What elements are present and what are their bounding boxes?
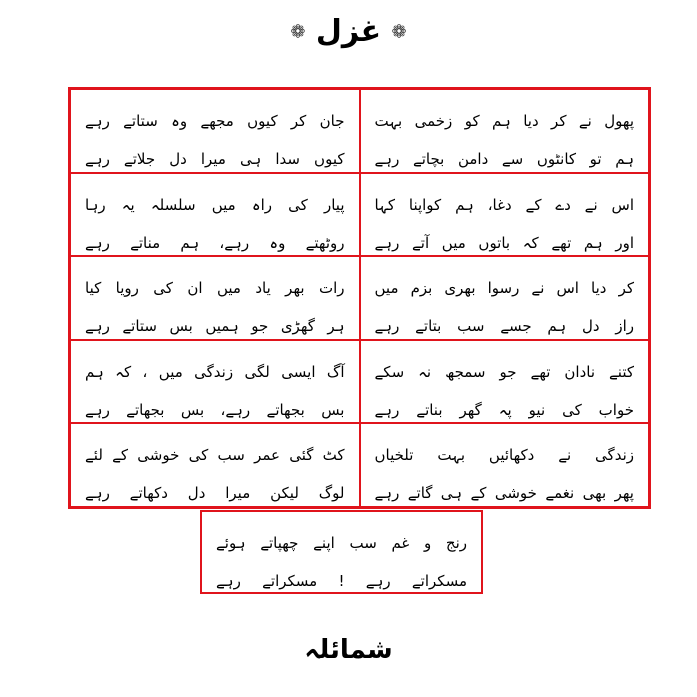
stanza-5-right [70, 423, 360, 507]
final-couplet [200, 510, 483, 594]
stanza-1-left [360, 89, 650, 173]
verse-line: خواب کی نیو پہ گھر بناتے رہے [374, 400, 634, 419]
stanza-2-right [70, 173, 360, 257]
verse-line: رنج و غم سب اپنے چھپاتے ہوئے [216, 534, 467, 552]
title-text: غزل [315, 14, 382, 49]
stanza-4-right [70, 340, 360, 424]
verse-line: آگ ایسی لگی زندگی میں ، کہ ہم [85, 362, 345, 381]
verse-line: کر دیا اس نے رسوا بھری بزم میں [374, 279, 634, 298]
stanza-1-right [70, 89, 360, 173]
verse-line: روٹھتے وہ رہے، ہم مناتے رہے [85, 233, 345, 252]
left-ornament-icon: ❁ [391, 21, 407, 43]
verse-line: جان کر کیوں مجھے وہ ستاتے رہے [85, 112, 345, 130]
verse-line: کٹ گئی عمر سب کی خوشی کے لئے [85, 446, 345, 465]
verse-line: پیار کی راہ میں سلسلہ یہ رہا [85, 195, 345, 214]
verse-line: اس نے دے کے دغا، ہم کواپنا کہا [374, 195, 634, 214]
stanza-grid [68, 87, 651, 509]
stanza-4-left [360, 340, 650, 424]
stanza-5-left [360, 423, 650, 507]
verse-line: کیوں سدا ہی میرا دل جلاتے رہے [85, 150, 345, 168]
verse-line: پھر بھی نغمے خوشی کے ہی گاتے رہے [374, 484, 634, 503]
verse-line: راز دل ہم جسے سب بتاتے رہے [374, 317, 634, 336]
stanza-3-right [70, 256, 360, 340]
verse-line: بس بجھاتے رہے، بس بجھاتے رہے [85, 400, 345, 419]
page-title [0, 12, 697, 53]
right-ornament-icon: ❁ [290, 21, 306, 43]
verse-line: کتنے نادان تھے جو سمجھ نہ سکے [374, 362, 634, 381]
verse-line: زندگی نے دکھائیں بہت تلخیاں [374, 446, 634, 465]
verse-line: ہر گھڑی جو ہمیں بس ستاتے رہے [85, 317, 345, 336]
poet-name: شمائلہ [304, 635, 393, 665]
verse-line: پھول نے کر دیا ہم کو زخمی بہت [374, 112, 634, 130]
verse-line: ہم تو کانٹوں سے دامن بچاتے رہے [374, 150, 634, 168]
stanza-3-left [360, 256, 650, 340]
verse-line: رات بھر یاد میں ان کی رویا کیا [85, 279, 345, 298]
stanza-2-left [360, 173, 650, 257]
verse-line: لوگ لیکن میرا دل دکھاتے رہے [85, 484, 345, 503]
verse-line: اور ہم تھے کہ باتوں میں آتے رہے [374, 233, 634, 252]
verse-line: مسکراتے رہے ! مسکراتے رہے [216, 572, 467, 590]
